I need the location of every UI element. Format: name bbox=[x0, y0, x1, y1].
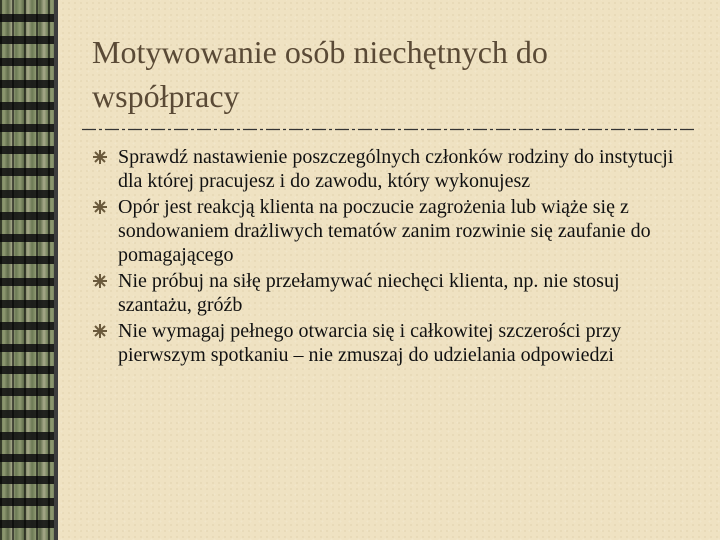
star-bullet-icon bbox=[92, 273, 108, 289]
star-bullet-icon bbox=[92, 199, 108, 215]
bullet-list bbox=[92, 145, 692, 369]
bullet-item bbox=[92, 145, 692, 193]
bullet-text: Nie wymagaj pełnego otwarcia się i całkowitej szczerości przy pierwszym spotkaniu – nie zmuszaj do udzielania odpowiedzi bbox=[118, 320, 622, 366]
bullet-text: Sprawdź nastawienie poszczególnych członków rodziny do instytucji dla której pracujesz i do zawodu, który wykonujesz bbox=[118, 146, 674, 192]
bullet-item bbox=[92, 195, 692, 267]
slide-title: Motywowanie osób niechętnych do współpracy bbox=[92, 34, 548, 114]
bullet-item bbox=[92, 319, 692, 367]
bullet-item bbox=[92, 269, 692, 317]
star-bullet-icon bbox=[92, 323, 108, 339]
title-divider bbox=[82, 128, 696, 131]
bullet-text: Opór jest reakcją klienta na poczucie zagrożenia lub wiąże się z sondowaniem drażliwych tematów zanim rozwinie się zaufanie do pomagającego bbox=[118, 196, 651, 266]
star-bullet-icon bbox=[92, 149, 108, 165]
decorative-binding-strip bbox=[0, 0, 58, 540]
bullet-text: Nie próbuj na siłę przełamywać niechęci klienta, np. nie stosuj szantażu, gróźb bbox=[118, 270, 620, 316]
